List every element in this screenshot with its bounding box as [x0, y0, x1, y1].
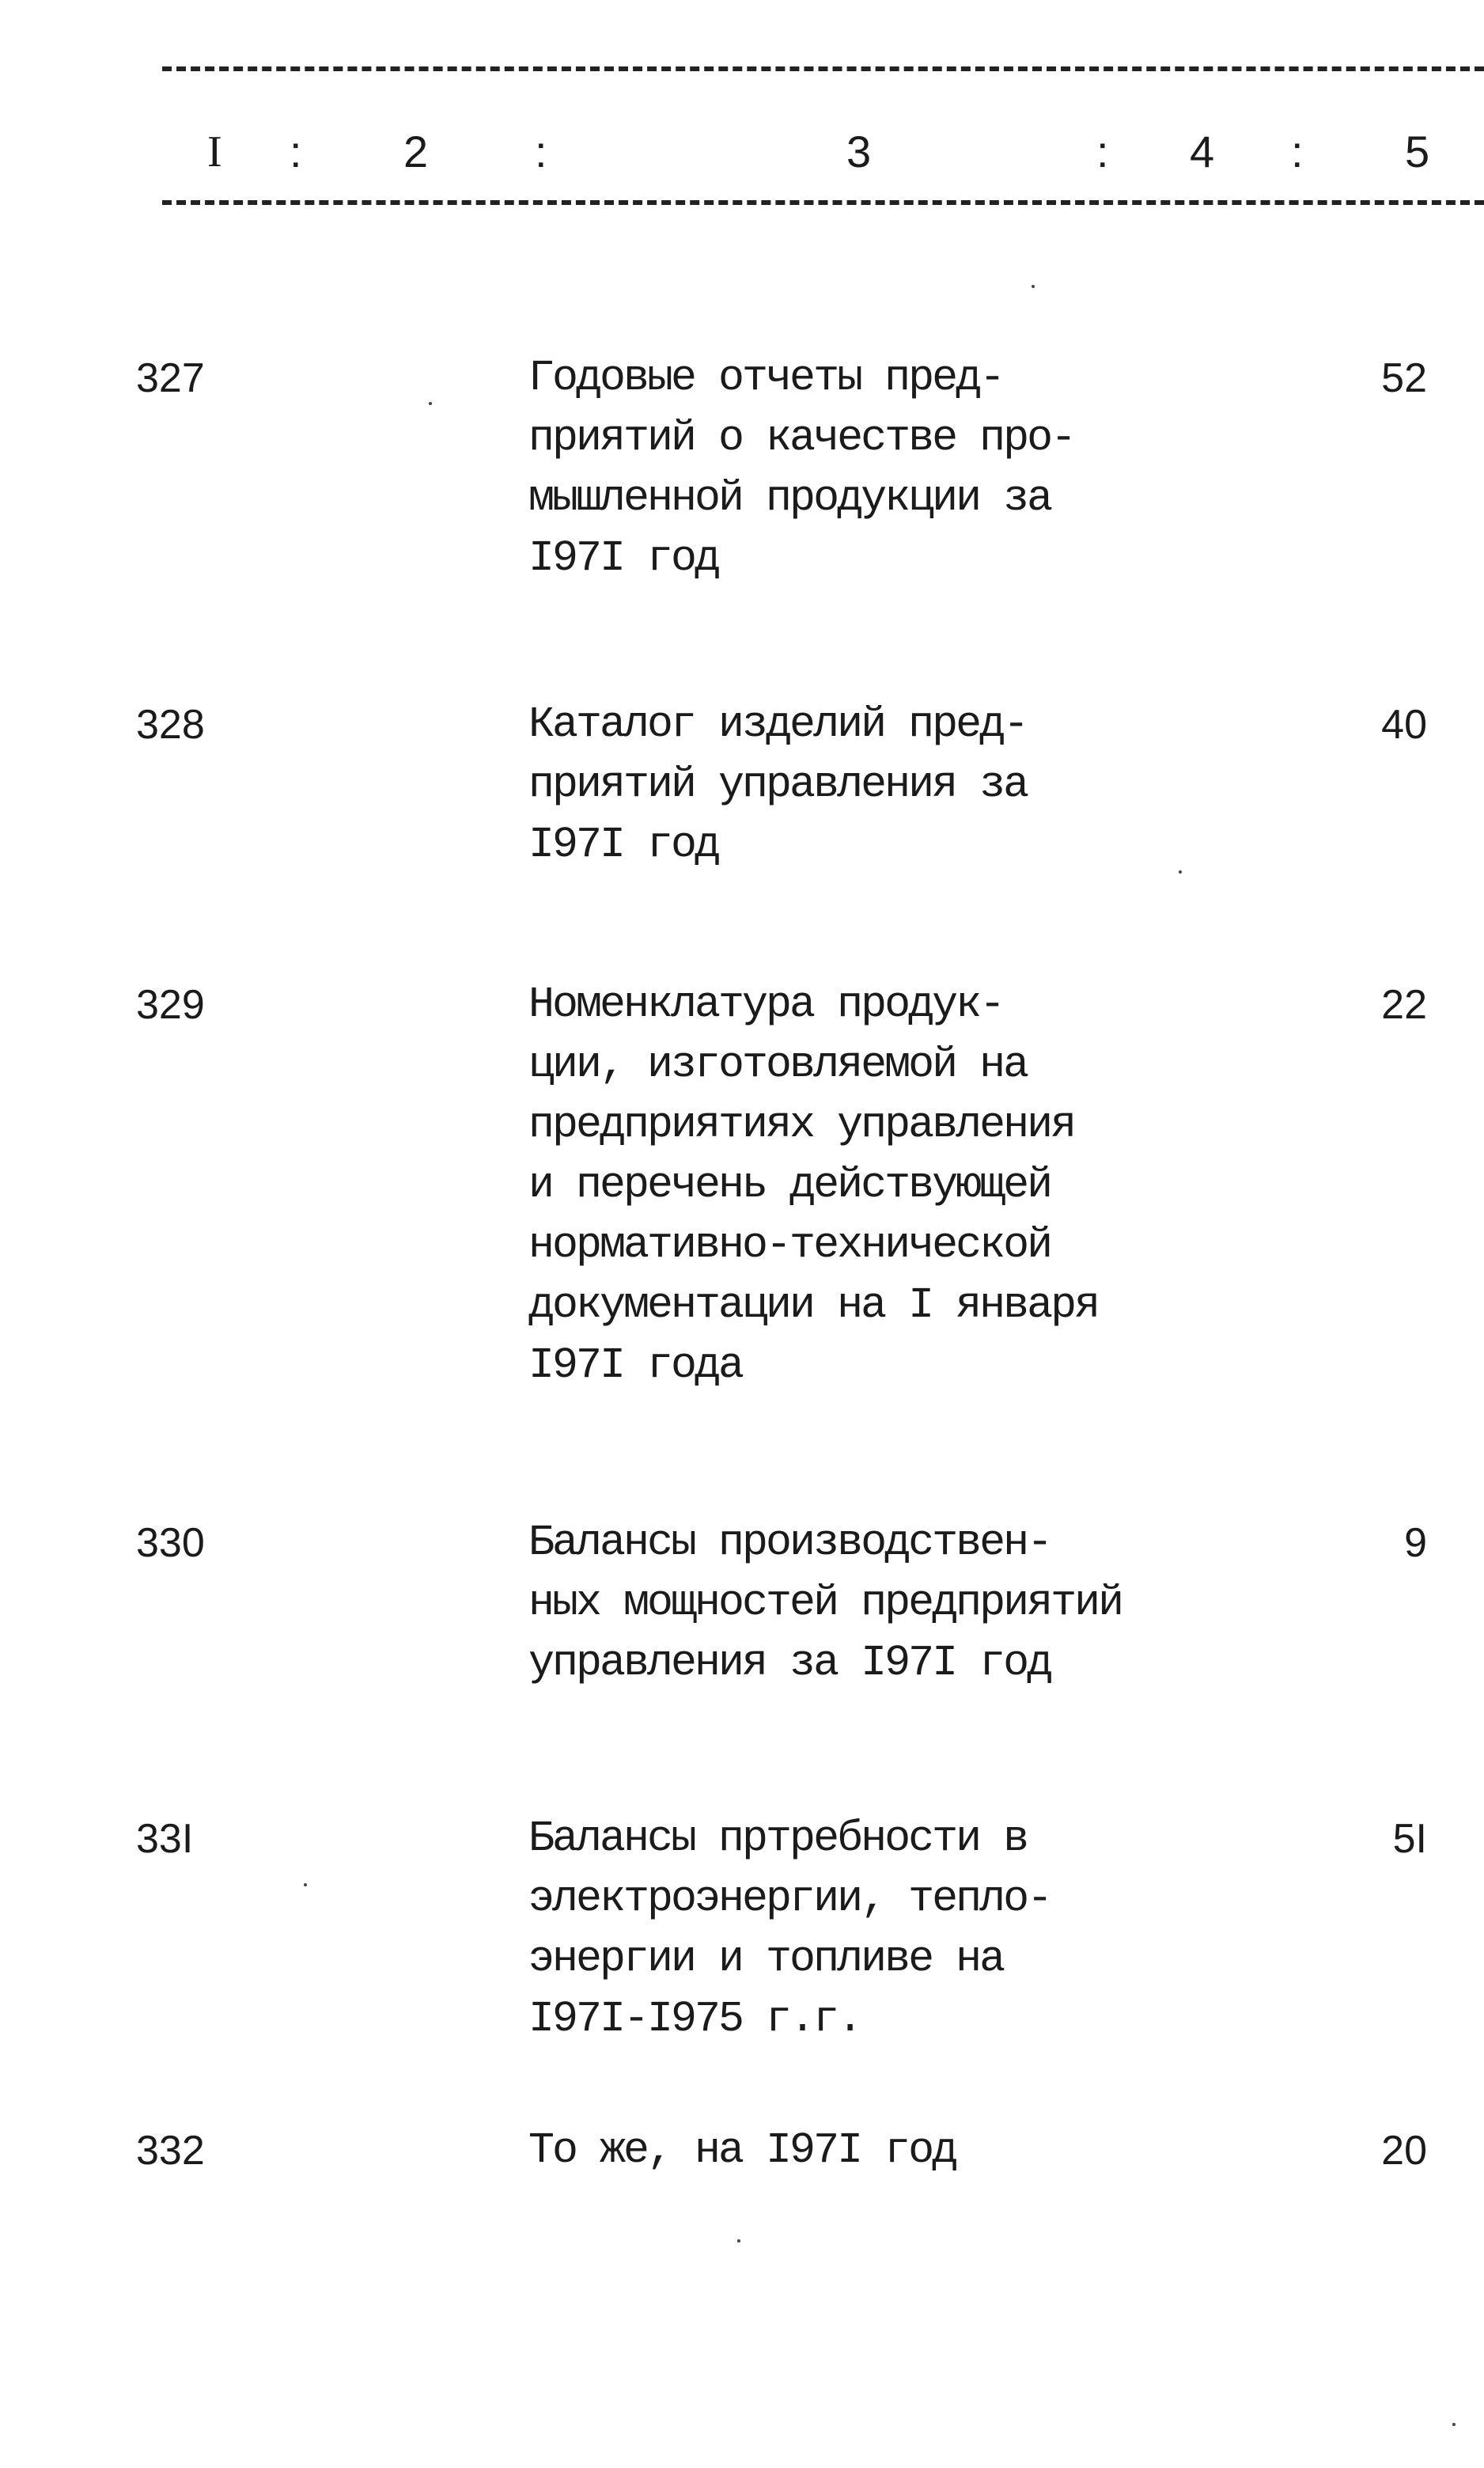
row-number: 327	[136, 355, 205, 401]
title-line: Годовые отчеты пред-	[528, 353, 1004, 403]
title-line: Каталог изделий пред-	[528, 699, 1028, 749]
row-title	[528, 2121, 1177, 2181]
title-line: нормативно-технической	[528, 1220, 1051, 1270]
title-line: ции, изготовляемой на	[528, 1040, 1028, 1090]
title-line: I97I года	[528, 1340, 743, 1390]
title-line: электроэнергии, тепло-	[528, 1874, 1051, 1924]
title-line: I97I-I975 г.г.	[528, 1994, 861, 2044]
header-col-4: 4	[1190, 127, 1215, 176]
paper-speck	[429, 402, 432, 405]
row-sheet-count: 40	[1381, 702, 1427, 748]
title-line: мышленной продукции за	[528, 473, 1051, 523]
title-line: документации на I января	[528, 1280, 1099, 1330]
paper-speck	[1452, 2423, 1456, 2426]
row-title	[528, 348, 1177, 589]
row-number: 328	[136, 702, 205, 748]
title-line: энергии и топливе на	[528, 1934, 1004, 1984]
header-col-5: 5	[1405, 127, 1430, 176]
row-number: 329	[136, 982, 205, 1028]
header-bottom-rule	[162, 200, 1484, 205]
title-line: и перечень действующей	[528, 1160, 1051, 1210]
row-sheet-count: 52	[1381, 355, 1427, 401]
title-line: управления за I97I год	[528, 1638, 1051, 1688]
row-sheet-count: 5I	[1392, 1816, 1427, 1862]
row-title	[528, 1809, 1177, 2049]
paper-speck	[1032, 285, 1035, 288]
header-top-rule	[162, 66, 1484, 71]
header-separator-4: :	[1291, 127, 1304, 176]
header-separator-3: :	[1096, 127, 1109, 176]
header-separator-1: :	[290, 127, 302, 176]
title-line: Номенклатура продук-	[528, 980, 1004, 1029]
title-line: Балансы производствен-	[528, 1518, 1051, 1568]
row-number: 330	[136, 1520, 205, 1566]
row-title	[528, 1513, 1177, 1693]
row-title	[528, 695, 1177, 875]
header-col-3: 3	[846, 127, 872, 176]
header-separator-2: :	[535, 127, 547, 176]
paper-speck	[304, 1883, 307, 1886]
header-col-2: 2	[403, 127, 429, 176]
row-title	[528, 975, 1177, 1396]
paper-speck	[737, 2239, 740, 2242]
paper-speck	[1179, 870, 1182, 874]
row-sheet-count: 20	[1381, 2128, 1427, 2174]
title-line: I97I год	[528, 533, 719, 583]
row-sheet-count: 22	[1381, 982, 1427, 1028]
title-line: Балансы пртребности в	[528, 1814, 1028, 1863]
title-line: приятий о качестве про-	[528, 413, 1075, 463]
title-line: ных мощностей предприятий	[528, 1578, 1122, 1628]
title-line: предприятиях управления	[528, 1100, 1075, 1150]
title-line: I97I год	[528, 820, 719, 870]
title-line: То же, на I97I год	[528, 2125, 956, 2175]
row-number: 33I	[136, 1816, 194, 1862]
header-col-1: I	[207, 127, 222, 176]
row-sheet-count: 9	[1404, 1520, 1427, 1566]
title-line: приятий управления за	[528, 760, 1028, 809]
row-number: 332	[136, 2128, 205, 2174]
